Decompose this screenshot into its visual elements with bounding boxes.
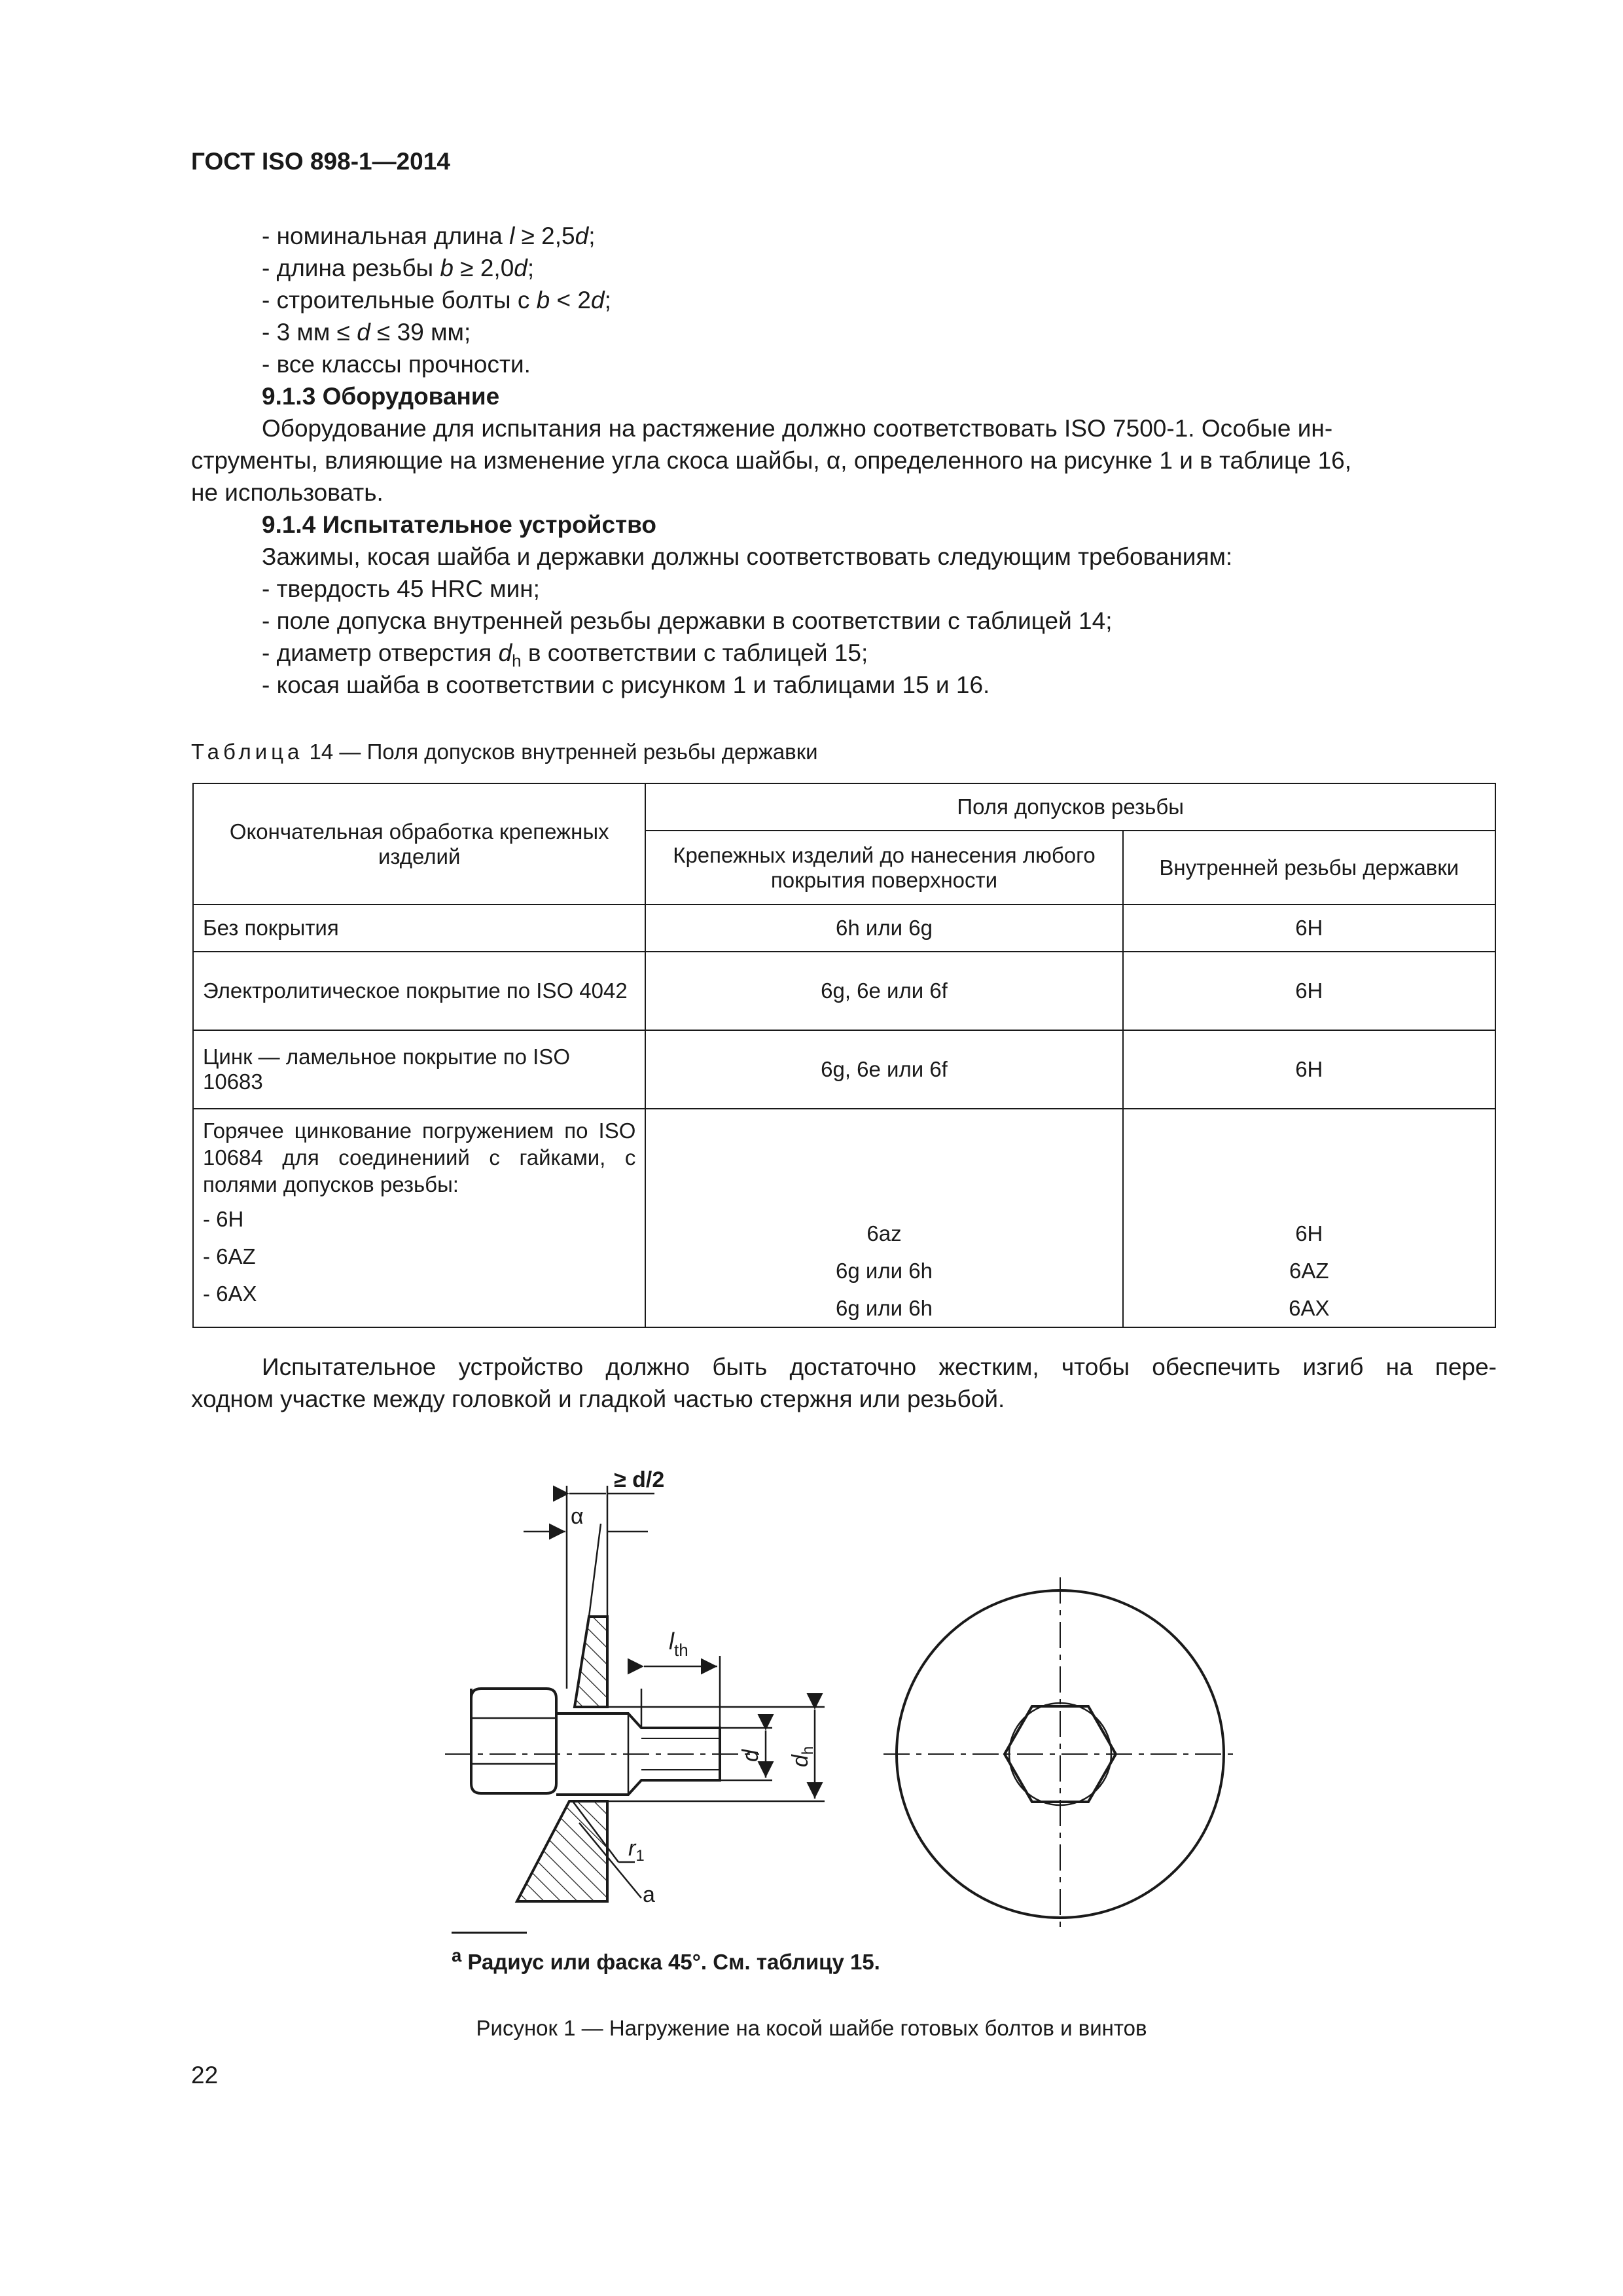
- figure-footnote: $^a$ Радиус или фаска 45°. См. таблицу 15.: [452, 1945, 880, 1974]
- label-a: a: [643, 1882, 655, 1907]
- list-item: - твердость 45 HRC мин;: [262, 575, 540, 602]
- table-row: Цинк — ламельное покрытие по ISO 10683 6g, 6e или 6f 6H: [193, 1030, 1495, 1109]
- wedge-lower: [517, 1801, 607, 1901]
- list-item: - длина резьбы b ≥ 2,0d;: [262, 255, 535, 281]
- tolerance-table: [192, 783, 1496, 1328]
- list-item: - диаметр отверстия $d_h$ в соответствии с таблицей 15;: [262, 639, 868, 671]
- label-lth: $l_{th}$: [669, 1628, 688, 1660]
- table-row: Без покрытия 6h или 6g 6H: [193, 905, 1495, 952]
- list-item: - все классы прочности.: [262, 351, 531, 378]
- section-title: 9.1.4 Испытательное устройство: [262, 511, 657, 538]
- label-r1: $r_1$: [628, 1836, 645, 1865]
- table-header-finish: Окончательная обработка крепежных изделий: [193, 783, 645, 905]
- table-header-group: Поля допусков резьбы: [645, 783, 1495, 831]
- label-d: d: [738, 1749, 763, 1762]
- main-text: [191, 220, 1497, 701]
- table-row: Электролитическое покрытие по ISO 4042 6g, 6e или 6f 6H: [193, 952, 1495, 1030]
- label-alpha: α: [571, 1504, 584, 1529]
- section-intro: Зажимы, косая шайба и державки должны соответствовать следующим требованиям:: [262, 543, 1233, 570]
- bolt-head: [471, 1689, 556, 1793]
- table-header-fastener: Крепежных изделий до нанесения любого покрытия поверхности: [645, 831, 1122, 905]
- page-number: 22: [191, 2062, 219, 2089]
- label-dh: $d_h$: [788, 1746, 817, 1767]
- table-header-holder: Внутренней резьбы державки: [1123, 831, 1495, 905]
- section-title: 9.1.3 Оборудование: [262, 383, 500, 410]
- footnote-rule: [452, 1931, 530, 1935]
- wedge-upper: [575, 1617, 607, 1707]
- list-item: - поле допуска внутренней резьбы державки в соответствии с таблицей 14;: [262, 607, 1113, 634]
- list-item: - строительные болты с b < 2d;: [262, 287, 611, 314]
- table-row: Горячее цинкование погружением по ISO 10684 для соединениий с гайками, с полями допусков резьбы: - 6H - 6AZ - 6AX 6az 6g или 6h 6g или 6h 6H 6AZ 6AX: [193, 1109, 1495, 1327]
- list-item: - 3 мм ≤ d ≤ 39 мм;: [262, 319, 471, 346]
- figure-1-diagram: [432, 1440, 1283, 1937]
- list-item: - номинальная длина l ≥ 2,5d;: [262, 223, 596, 249]
- section-paragraph: Оборудование для испытания на растяжение должно соответствовать ISO 7500-1. Особые ин- струменты, влияющие на изменение угла скоса шайбы, α, определенного на рисунке 1 и в таблице 16, не использовать.: [191, 415, 1352, 506]
- table-caption: Таблица 14 — Поля допусков внутренней резьбы державки: [191, 740, 818, 764]
- label-min-half-d: ≥ d/2: [614, 1467, 665, 1492]
- figure-caption: Рисунок 1 — Нагружение на косой шайбе готовых болтов и винтов: [476, 2016, 1147, 2040]
- list-item: - косая шайба в соответствии с рисунком 1 и таблицами 15 и 16.: [262, 672, 990, 698]
- document-header: ГОСТ ISO 898-1—2014: [191, 148, 450, 175]
- paragraph-fixture: Испытательное устройство должно быть достаточно жестким, чтобы обеспечить изгиб на пере- ходном участке между головкой и гладкой частью стержня или резьбой.: [191, 1354, 1497, 1412]
